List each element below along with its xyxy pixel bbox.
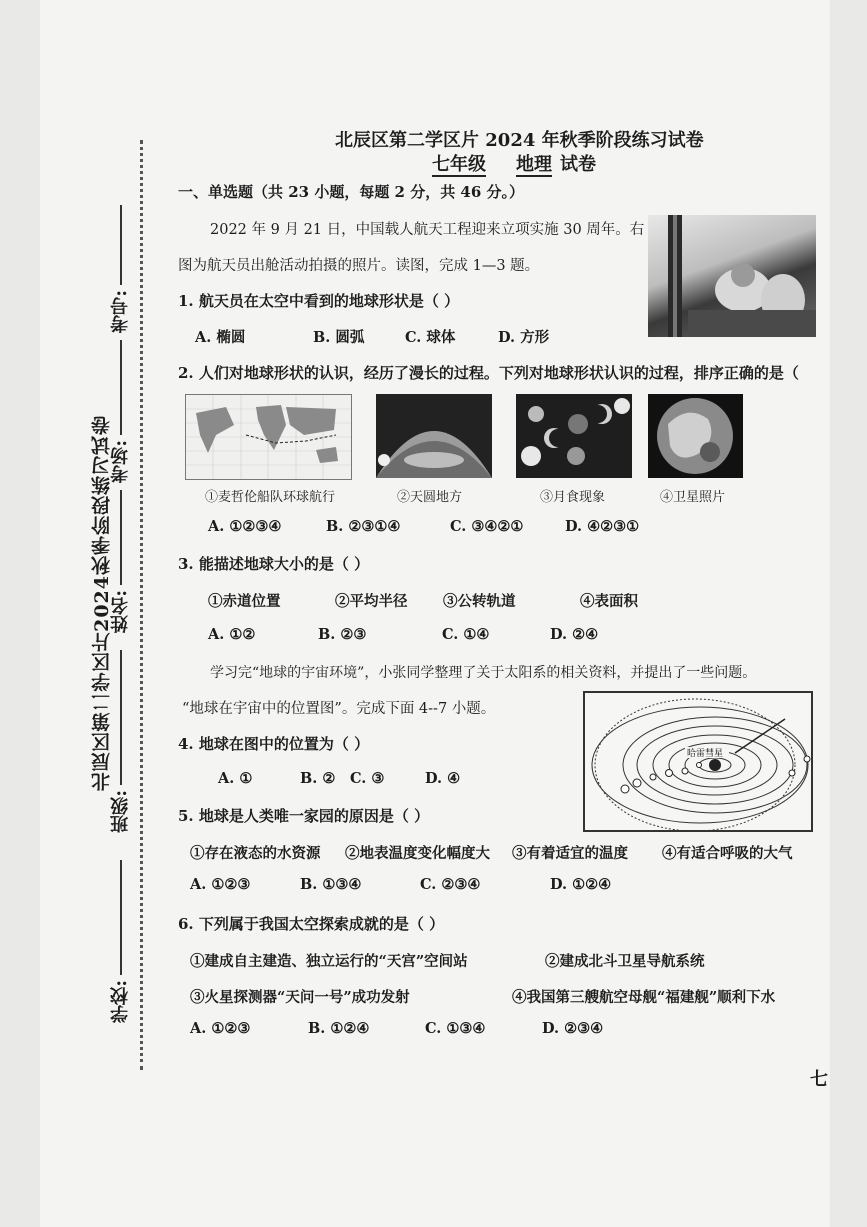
q5-stem: 5. 地球是人类唯一家园的原因是（ ） [178, 807, 430, 825]
q5-option-c: C. ②③④ [420, 876, 481, 893]
name-label: 姓名: [110, 590, 131, 633]
q5-item-3: ③有着适宜的温度 [512, 845, 628, 862]
q5-item-4: ④有适合呼吸的大气 [662, 845, 793, 862]
q3-item-1: ①赤道位置 [208, 593, 281, 610]
passage-line-2: “地球在宇宙中的位置图”。完成下面 4--7 小题。 [182, 701, 496, 717]
q4-option-b: B. ② [300, 770, 336, 787]
q3-item-2: ②平均半径 [335, 593, 408, 610]
subject-text: 地理 [516, 154, 552, 175]
q1-stem: 1. 航天员在太空中看到的地球形状是（ ） [178, 292, 460, 310]
school-label: 学校: [110, 980, 131, 1023]
intro-line-1: 2022 年 9 月 21 日，中国载人航天工程迎来立项实施 30 周年。右 [210, 222, 645, 238]
astronaut-photo [648, 215, 816, 337]
q6-item-4: ④我国第三艘航空母舰“福建舰”顺利下水 [512, 989, 776, 1006]
school-line [120, 860, 122, 975]
q1-option-c: C. 球体 [405, 329, 456, 346]
page-corner-mark: 七 [810, 1069, 828, 1090]
passage-line-1: 学习完“地球的宇宙环境”，小张同学整理了关于太阳系的相关资料，并提出了一些问题。 [210, 665, 757, 681]
paper-text: 试卷 [560, 154, 596, 175]
q6-item-3: ③火星探测器“天问一号”成功发射 [190, 989, 410, 1006]
q2-option-a: A. ①②③④ [208, 518, 282, 535]
q1-option-d: D. 方形 [498, 329, 550, 346]
lunar-eclipse-image [516, 394, 632, 478]
q5-option-a: A. ①②③ [190, 876, 251, 893]
world-map-image [185, 394, 352, 480]
subtitle [432, 150, 626, 176]
q2-caption-3: ③月食现象 [540, 490, 606, 505]
q3-option-b: B. ②③ [318, 626, 367, 643]
q6-item-2: ②建成北斗卫星导航系统 [545, 953, 705, 970]
satellite-earth-image [648, 394, 743, 478]
q5-option-b: B. ①③④ [300, 876, 362, 893]
page-title: 北辰区第二学区片 2024 年秋季阶段练习试卷 [335, 130, 704, 151]
q6-option-a: A. ①②③ [190, 1020, 251, 1037]
q2-option-b: B. ②③①④ [326, 518, 401, 535]
sky-dome-image [376, 394, 492, 478]
q4-option-a: A. ① [218, 770, 253, 787]
q3-option-c: C. ①④ [442, 626, 490, 643]
q2-option-c: C. ③④②① [450, 518, 524, 535]
q1-option-b: B. 圆弧 [313, 329, 365, 346]
halley-comet-label: 哈雷彗星 [687, 749, 724, 759]
q3-stem: 3. 能描述地球大小的是（ ） [178, 555, 370, 573]
section-heading: 一、单选题（共 23 小题，每题 2 分，共 46 分。） [178, 183, 525, 201]
q3-option-d: D. ②④ [550, 626, 599, 643]
q6-stem: 6. 下列属于我国太空探索成就的是（ ） [178, 915, 445, 933]
exam-no-label: 考号: [110, 290, 131, 333]
class-line [120, 650, 122, 785]
q3-item-4: ④表面积 [580, 593, 638, 610]
exam-no-line [120, 205, 122, 285]
q6-option-b: B. ①②④ [308, 1020, 370, 1037]
q6-item-1: ①建成自主建造、独立运行的“天宫”空间站 [190, 953, 468, 970]
grade-text: 七年级 [432, 154, 486, 175]
side-exam-title: 北辰区第二学区片2024秋季阶段练习试卷 [91, 415, 113, 792]
q3-item-3: ③公转轨道 [443, 593, 516, 610]
q4-option-c: C. ③ [350, 770, 385, 787]
q4-stem: 4. 地球在图中的位置为（ ） [178, 735, 370, 753]
class-label: 班级: [110, 790, 131, 833]
q5-item-1: ①存在液态的水资源 [190, 845, 321, 862]
solar-system-figure [583, 691, 813, 832]
room-line [120, 340, 122, 435]
q2-caption-2: ②天圆地方 [397, 490, 463, 505]
q4-option-d: D. ④ [425, 770, 461, 787]
q2-option-d: D. ④②③① [565, 518, 640, 535]
q3-option-a: A. ①② [208, 626, 256, 643]
name-line [120, 490, 122, 585]
q5-item-2: ②地表温度变化幅度大 [345, 845, 490, 862]
room-label: 考场: [110, 440, 131, 483]
q1-option-a: A. 椭圆 [195, 329, 246, 346]
q6-option-c: C. ①③④ [425, 1020, 486, 1037]
q6-option-d: D. ②③④ [542, 1020, 604, 1037]
binding-dotted-line [140, 140, 153, 1070]
intro-line-2: 图为航天员出舱活动拍摄的照片。读图，完成 1—3 题。 [178, 258, 540, 274]
q2-stem: 2. 人们对地球形状的认识，经历了漫长的过程。下列对地球形状认识的过程，排序正确的是（ [178, 364, 799, 382]
q2-caption-4: ④卫星照片 [660, 490, 726, 505]
q5-option-d: D. ①②④ [550, 876, 612, 893]
q2-caption-1: ①麦哲伦船队环球航行 [205, 490, 336, 505]
